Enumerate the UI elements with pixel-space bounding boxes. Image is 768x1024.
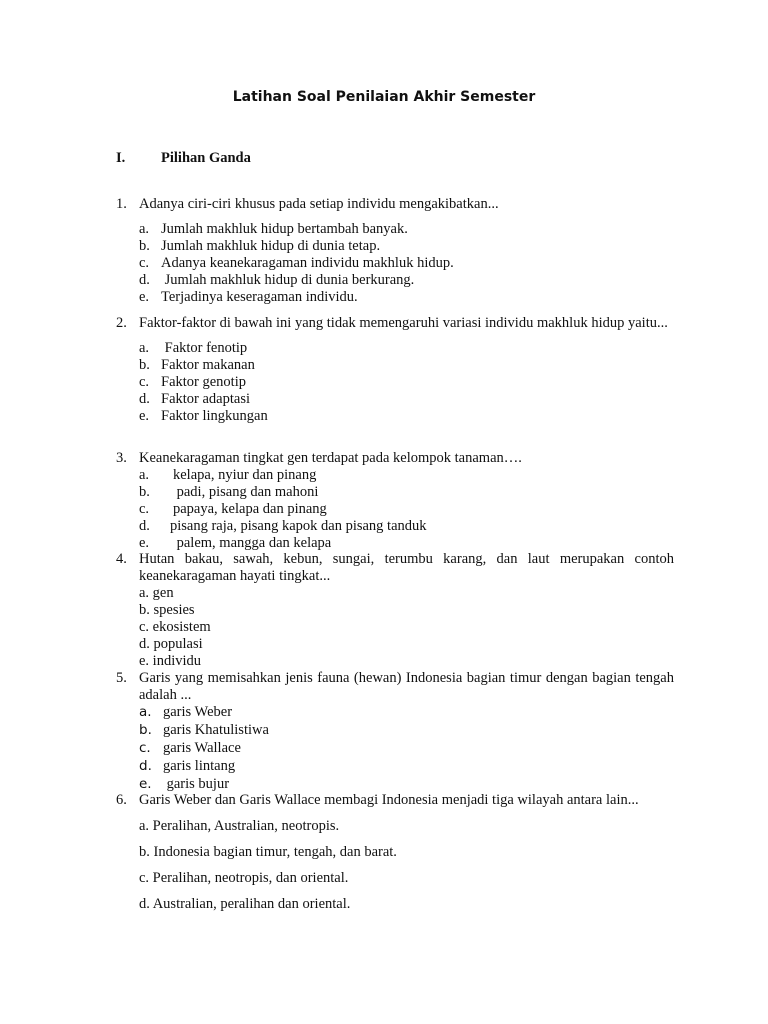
option (139, 408, 674, 425)
question-text: Adanya ciri-ciri khusus pada setiap individu mengakibatkan... (139, 196, 499, 212)
option: b. Indonesia bagian timur, tengah, dan barat. (139, 844, 397, 860)
question-3 (116, 450, 674, 552)
question-number: 5. (116, 670, 127, 686)
option-text: Terjadinya keseragaman individu. (161, 289, 358, 305)
option-text: padi, pisang dan mahoni (173, 484, 319, 500)
question-text: Keanekaragaman tingkat gen terdapat pada kelompok tanaman…. (139, 450, 522, 466)
option: a. gen (139, 585, 174, 601)
option (139, 340, 674, 357)
option-letter: e. (139, 776, 152, 792)
option-letter: e. (139, 535, 150, 551)
option-text: papaya, kelapa dan pinang (173, 501, 327, 517)
option-text: garis lintang (163, 758, 236, 774)
question-2 (116, 315, 674, 425)
option-text: garis Weber (163, 704, 233, 720)
question-number: 1. (116, 196, 127, 212)
option (139, 518, 674, 535)
option: c. Peralihan, neotropis, dan oriental. (139, 870, 349, 886)
option (139, 272, 674, 289)
option-text: garis bujur (163, 776, 230, 792)
option-letter: a. (139, 704, 152, 720)
option-text: Faktor adaptasi (161, 391, 250, 407)
option-letter: c. (139, 255, 150, 271)
option-text: Jumlah makhluk hidup di dunia berkurang. (161, 272, 415, 288)
section-number: I. (116, 150, 126, 166)
option: d. populasi (139, 636, 203, 652)
question-1 (116, 196, 674, 306)
section-heading (116, 150, 251, 167)
option (139, 255, 674, 272)
option-letter: c. (139, 501, 150, 517)
option-letter: a. (139, 340, 150, 356)
option (139, 501, 674, 518)
option-text: Jumlah makhluk hidup di dunia tetap. (161, 238, 381, 254)
option-text: Faktor makanan (161, 357, 255, 373)
option (139, 391, 674, 408)
option-letter: e. (139, 289, 150, 305)
option-letter: b. (139, 238, 150, 254)
option-letter: d. (139, 518, 150, 534)
option-letter: a. (139, 467, 150, 483)
option-text: kelapa, nyiur dan pinang (173, 467, 317, 483)
option-letter: b. (139, 357, 150, 373)
question-text: Faktor-faktor di bawah ini yang tidak memengaruhi variasi individu makhluk hidup yaitu... (139, 315, 668, 331)
document-title: Latihan Soal Penilaian Akhir Semester (232, 89, 536, 105)
option (139, 238, 674, 255)
option-text: Adanya keanekaragaman individu makhluk hidup. (161, 255, 454, 271)
option-text: Jumlah makhluk hidup bertambah banyak. (161, 221, 408, 237)
option-letter: a. (139, 221, 150, 237)
option-text: garis Khatulistiwa (163, 722, 269, 738)
option-text: palem, mangga dan kelapa (173, 535, 332, 551)
section-label: Pilihan Ganda (161, 150, 251, 166)
question-4 (116, 551, 674, 670)
option (139, 221, 674, 238)
option-letter: d. (139, 391, 150, 407)
option: b. spesies (139, 602, 195, 618)
option-text: Faktor lingkungan (161, 408, 268, 424)
option (139, 289, 674, 306)
option: e. individu (139, 653, 202, 669)
option (139, 374, 674, 391)
option (139, 740, 674, 758)
option-text: pisang raja, pisang kapok dan pisang tanduk (170, 518, 427, 534)
option (139, 484, 674, 501)
option: c. ekosistem (139, 619, 211, 635)
option-letter: b. (139, 722, 152, 738)
question-number: 2. (116, 315, 127, 331)
option (139, 535, 674, 552)
option (139, 467, 674, 484)
option: a. Peralihan, Australian, neotropis. (139, 818, 340, 834)
option (139, 722, 674, 740)
option-letter: b. (139, 484, 150, 500)
option (139, 758, 674, 776)
question-text: Garis Weber dan Garis Wallace membagi Indonesia menjadi tiga wilayah antara lain... (139, 792, 639, 808)
option-letter: d. (139, 272, 150, 288)
question-text: Garis yang memisahkan jenis fauna (hewan) Indonesia bagian timur dengan bagian tengah adalah ... (139, 670, 674, 703)
question-5 (116, 670, 674, 794)
option-text: Faktor genotip (161, 374, 246, 390)
option-letter: c. (139, 740, 151, 756)
question-text: Hutan bakau, sawah, kebun, sungai, terumbu karang, dan laut merupakan contoh keanekaragaman hayati tingkat... (139, 551, 674, 584)
question-number: 3. (116, 450, 127, 466)
question-number: 4. (116, 551, 127, 567)
option-text: Faktor fenotip (161, 340, 248, 356)
question-number: 6. (116, 792, 127, 808)
question-6 (116, 792, 674, 922)
option: d. Australian, peralihan dan oriental. (139, 896, 351, 912)
option-text: garis Wallace (163, 740, 241, 756)
option-letter: d. (139, 758, 152, 774)
option (139, 357, 674, 374)
option-letter: c. (139, 374, 150, 390)
option (139, 704, 674, 722)
option-letter: e. (139, 408, 150, 424)
